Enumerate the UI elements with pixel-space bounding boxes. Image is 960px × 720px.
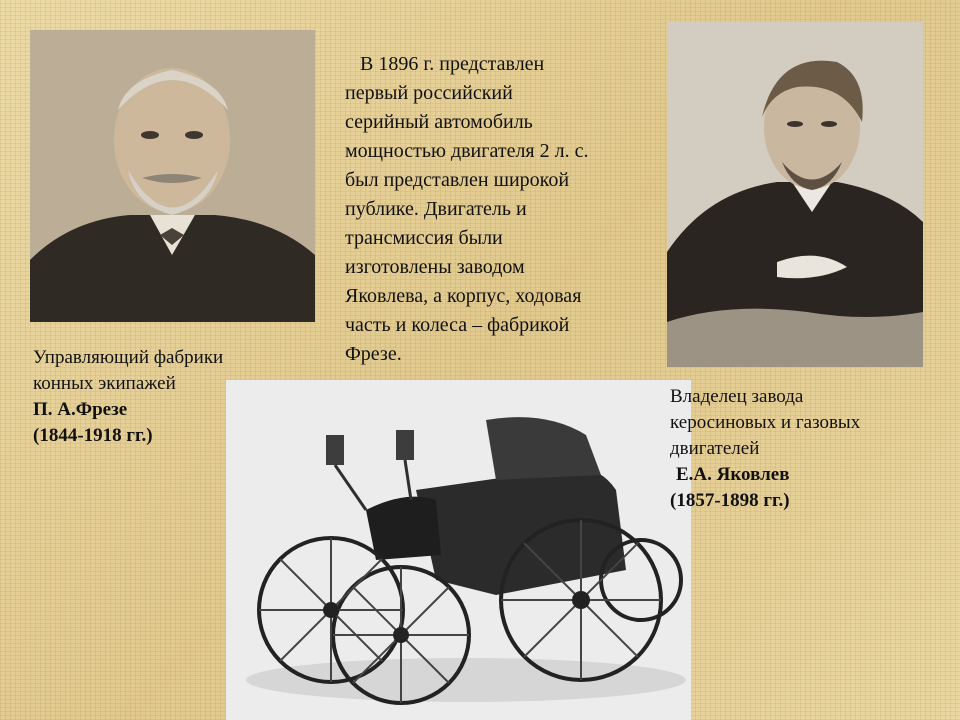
- main-text-line: первый российский: [345, 82, 513, 104]
- main-text-line: изготовлены заводом: [345, 256, 525, 278]
- main-text-line: В 1896 г. представлен: [360, 53, 545, 75]
- caption-frese-name: П. А.Фрезе: [33, 399, 128, 420]
- main-text-line: публике. Двигатель и: [345, 198, 527, 220]
- main-text-line: трансмиссия были: [345, 227, 503, 249]
- car-photo: [226, 380, 691, 720]
- caption-frese-role-line: Управляющий фабрики: [33, 347, 224, 368]
- main-text-line: Яковлева, а корпус, ходовая: [345, 285, 582, 307]
- caption-yakovlev-name: Е.А. Яковлев: [676, 464, 790, 485]
- portrait-frese-photo: [30, 30, 315, 322]
- caption-yakovlev-role-line: Владелец завода: [670, 386, 804, 407]
- caption-yakovlev-role-line: двигателей: [670, 438, 760, 459]
- main-text-line: мощностью двигателя 2 л. с.: [345, 140, 589, 162]
- main-text-line: часть и колеса – фабрикой: [345, 314, 570, 336]
- caption-yakovlev-role-line: керосиновых и газовых: [670, 412, 861, 433]
- main-text-line: Фрезе.: [345, 343, 402, 365]
- main-description: [345, 50, 645, 369]
- caption-frese-years: (1844-1918 гг.): [33, 425, 153, 446]
- caption-yakovlev-years: (1857-1898 гг.): [670, 490, 790, 511]
- caption-yakovlev: [670, 384, 935, 514]
- caption-frese-role-line: конных экипажей: [33, 373, 176, 394]
- main-text-line: серийный автомобиль: [345, 111, 533, 133]
- portrait-yakovlev-photo: [667, 22, 923, 367]
- main-text-line: был представлен широкой: [345, 169, 570, 191]
